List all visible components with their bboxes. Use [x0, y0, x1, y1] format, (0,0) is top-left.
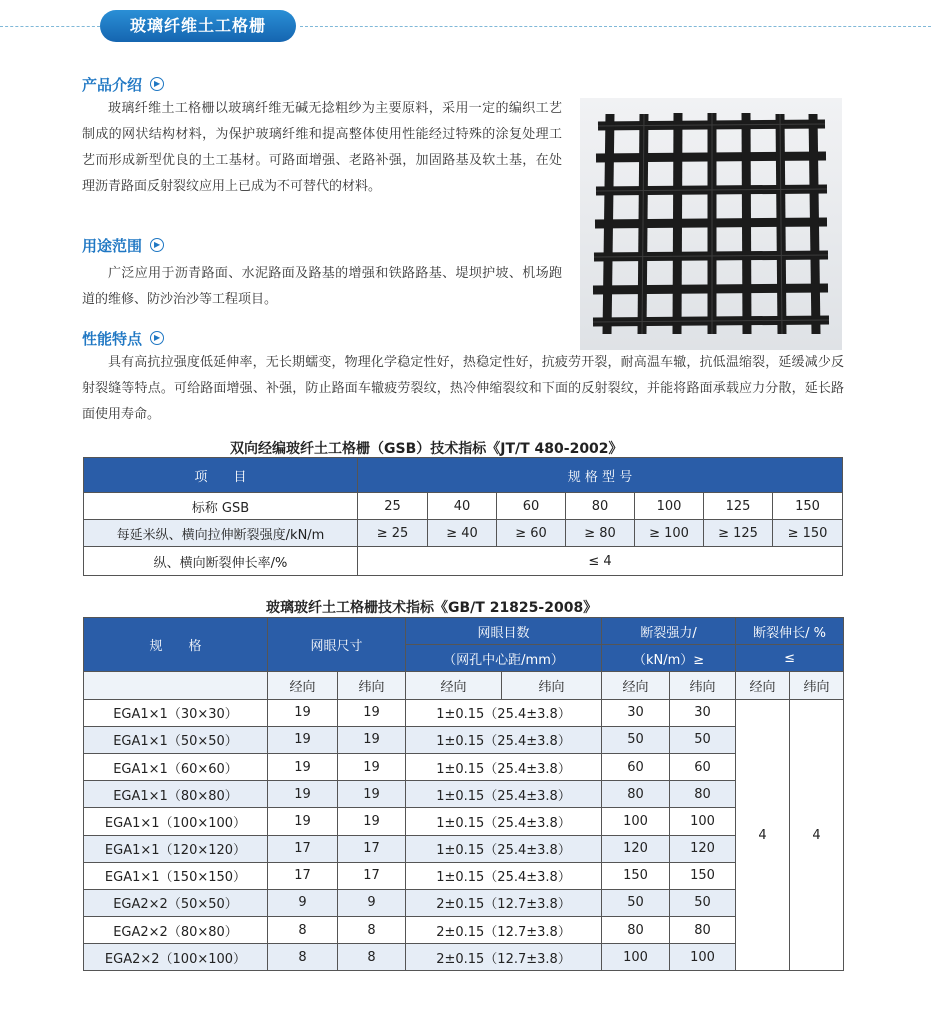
table-row: [84, 520, 843, 547]
mesh-count-cell: 2±0.15（12.7±3.8）: [406, 917, 602, 944]
table-row: [84, 781, 844, 808]
header-elongation-line1: 断裂伸长/ %: [736, 618, 844, 645]
top-divider-left: [0, 26, 100, 27]
mesh-weft-cell: 19: [338, 699, 406, 726]
subheader-empty: [84, 672, 268, 699]
strength-warp-cell: 80: [602, 781, 670, 808]
spec-cell: EGA1×1（80×80）: [84, 781, 268, 808]
elongation-weft-cell: 4: [790, 699, 844, 971]
cell: 80: [566, 493, 635, 520]
strength-warp-cell: 60: [602, 753, 670, 780]
mesh-count-cell: 1±0.15（25.4±3.8）: [406, 781, 602, 808]
table2-title: 玻璃玻纤土工格栅技术指标《GB/T 21825-2008》: [266, 600, 598, 616]
section-title-features: [82, 328, 164, 348]
mesh-warp-cell: 19: [268, 753, 338, 780]
section-title-usage: [82, 235, 164, 255]
mesh-count-cell: 1±0.15（25.4±3.8）: [406, 726, 602, 753]
row-label: 每延米纵、横向拉伸断裂强度/kN/m: [84, 520, 358, 547]
subheader-warp: 经向: [406, 672, 502, 699]
spec-cell: EGA1×1（50×50）: [84, 726, 268, 753]
strength-warp-cell: 50: [602, 726, 670, 753]
strength-warp-cell: 120: [602, 835, 670, 862]
strength-weft-cell: 150: [670, 862, 736, 889]
cell: ≥ 40: [428, 520, 497, 547]
strength-warp-cell: 100: [602, 808, 670, 835]
mesh-count-cell: 1±0.15（25.4±3.8）: [406, 835, 602, 862]
mesh-warp-cell: 19: [268, 726, 338, 753]
mesh-warp-cell: 8: [268, 944, 338, 971]
mesh-warp-cell: 9: [268, 889, 338, 916]
mesh-weft-cell: 19: [338, 781, 406, 808]
cell: ≥ 150: [773, 520, 843, 547]
cell: 100: [635, 493, 704, 520]
subheader-warp: 经向: [602, 672, 670, 699]
mesh-count-cell: 1±0.15（25.4±3.8）: [406, 753, 602, 780]
header-spec: 规 格 型 号: [358, 458, 843, 493]
strength-weft-cell: 50: [670, 889, 736, 916]
mesh-count-cell: 2±0.15（12.7±3.8）: [406, 944, 602, 971]
cell: ≥ 100: [635, 520, 704, 547]
cell: ≤ 4: [358, 547, 843, 576]
table-row: [84, 917, 844, 944]
header-mesh-size: 网眼尺寸: [268, 618, 406, 672]
strength-weft-cell: 100: [670, 944, 736, 971]
table-header-row: [84, 618, 844, 645]
row-label: 标称 GSB: [84, 493, 358, 520]
mesh-count-cell: 1±0.15（25.4±3.8）: [406, 699, 602, 726]
row-label: 纵、横向断裂伸长率/%: [84, 547, 358, 576]
mesh-weft-cell: 17: [338, 862, 406, 889]
mesh-weft-cell: 8: [338, 917, 406, 944]
usage-paragraph: 广泛应用于沥青路面、水泥路面及路基的增强和铁路路基、堤坝护坡、机场跑道的维修、防沙治沙等工程项目。: [82, 266, 562, 307]
mesh-weft-cell: 8: [338, 944, 406, 971]
subheader-weft: 纬向: [790, 672, 844, 699]
spec-cell: EGA2×2（80×80）: [84, 917, 268, 944]
cell: 40: [428, 493, 497, 520]
cell: ≥ 25: [358, 520, 428, 547]
subheader-weft: 纬向: [338, 672, 406, 699]
header-strength-line1: 断裂强力/: [602, 618, 736, 645]
header-spec: 规 格: [84, 618, 268, 672]
top-divider-right: [300, 26, 931, 27]
table-row: [84, 547, 843, 576]
section-title-intro-text: 产品介绍: [82, 75, 143, 94]
strength-weft-cell: 60: [670, 753, 736, 780]
table-row: [84, 835, 844, 862]
mesh-warp-cell: 19: [268, 699, 338, 726]
table-row: [84, 753, 844, 780]
mesh-weft-cell: 17: [338, 835, 406, 862]
strength-weft-cell: 80: [670, 781, 736, 808]
mesh-weft-cell: 9: [338, 889, 406, 916]
cell: 125: [704, 493, 773, 520]
subheader-weft: 纬向: [502, 672, 602, 699]
mesh-count-cell: 2±0.15（12.7±3.8）: [406, 889, 602, 916]
arrow-right-circle-icon: ▶: [150, 331, 164, 345]
table-subheader-row: [84, 672, 844, 699]
mesh-warp-cell: 17: [268, 862, 338, 889]
section-title-features-text: 性能特点: [82, 329, 143, 348]
strength-weft-cell: 30: [670, 699, 736, 726]
subheader-weft: 纬向: [670, 672, 736, 699]
spec-cell: EGA1×1（60×60）: [84, 753, 268, 780]
header-mesh-count-line1: 网眼目数: [406, 618, 602, 645]
mesh-warp-cell: 19: [268, 781, 338, 808]
geogrid-illustration: [580, 98, 842, 350]
strength-weft-cell: 50: [670, 726, 736, 753]
header-mesh-count-line2: （网孔中心距/mm）: [406, 645, 602, 672]
header-strength-line2: （kN/m）≥: [602, 645, 736, 672]
spec-table-ega-body: [84, 699, 844, 971]
header-elongation-line2: ≤: [736, 645, 844, 672]
cell: 25: [358, 493, 428, 520]
spec-cell: EGA1×1（30×30）: [84, 699, 268, 726]
mesh-weft-cell: 19: [338, 753, 406, 780]
intro-paragraph: 玻璃纤维土工格栅以玻璃纤维无碱无捻粗纱为主要原料，采用一定的编织工艺制成的网状结构材料，为保护玻璃纤维和提高整体使用性能经过特殊的涂复处理工艺而形成新型优良的土工基材。可路面增强、老路补强，加固路基及软土基，在处理沥青路面反射裂纹应用上已成为不可替代的材料。: [82, 101, 562, 194]
mesh-warp-cell: 17: [268, 835, 338, 862]
mesh-count-cell: 1±0.15（25.4±3.8）: [406, 808, 602, 835]
table-row: [84, 699, 844, 726]
spec-cell: EGA2×2（50×50）: [84, 889, 268, 916]
geogrid-product-photo: [580, 98, 842, 350]
cell: ≥ 80: [566, 520, 635, 547]
subheader-warp: 经向: [736, 672, 790, 699]
cell: ≥ 125: [704, 520, 773, 547]
strength-warp-cell: 80: [602, 917, 670, 944]
strength-warp-cell: 100: [602, 944, 670, 971]
table-row: [84, 726, 844, 753]
table-header-row: [84, 458, 843, 493]
mesh-count-cell: 1±0.15（25.4±3.8）: [406, 862, 602, 889]
table-row: [84, 808, 844, 835]
strength-weft-cell: 80: [670, 917, 736, 944]
cell: 60: [497, 493, 566, 520]
arrow-right-circle-icon: ▶: [150, 77, 164, 91]
table1-title: 双向经编玻纤土工格栅（GSB）技术指标《JT/T 480-2002》: [230, 441, 623, 457]
strength-weft-cell: 100: [670, 808, 736, 835]
spec-cell: EGA1×1（150×150）: [84, 862, 268, 889]
strength-warp-cell: 30: [602, 699, 670, 726]
elongation-warp-cell: 4: [736, 699, 790, 971]
mesh-warp-cell: 8: [268, 917, 338, 944]
section-title-intro: [82, 74, 164, 94]
cell: ≥ 60: [497, 520, 566, 547]
spec-cell: EGA2×2（100×100）: [84, 944, 268, 971]
header-item: 项 目: [84, 458, 358, 493]
mesh-weft-cell: 19: [338, 808, 406, 835]
spec-cell: EGA1×1（100×100）: [84, 808, 268, 835]
strength-warp-cell: 150: [602, 862, 670, 889]
table-row: [84, 944, 844, 971]
table-row: [84, 889, 844, 916]
subheader-warp: 经向: [268, 672, 338, 699]
strength-warp-cell: 50: [602, 889, 670, 916]
section-title-usage-text: 用途范围: [82, 236, 143, 255]
table-row: [84, 862, 844, 889]
mesh-weft-cell: 19: [338, 726, 406, 753]
features-paragraph: 具有高抗拉强度低延伸率，无长期蠕变，物理化学稳定性好，热稳定性好，抗疲劳开裂，耐高温车辙，抗低温缩裂，延缓减少反射裂缝等特点。可给路面增强、补强，防止路面车辙疲劳裂纹，热冷伸缩裂纹和下面的反射裂纹，并能将路面承载应力分散，延长路面使用寿命。: [82, 355, 844, 422]
spec-table-ega: [83, 617, 844, 971]
arrow-right-circle-icon: ▶: [150, 238, 164, 252]
spec-table-gsb: [83, 457, 843, 576]
mesh-warp-cell: 19: [268, 808, 338, 835]
strength-weft-cell: 120: [670, 835, 736, 862]
page-title-banner: 玻璃纤维土工格栅: [100, 10, 296, 42]
cell: 150: [773, 493, 843, 520]
spec-cell: EGA1×1（120×120）: [84, 835, 268, 862]
table-row: [84, 493, 843, 520]
